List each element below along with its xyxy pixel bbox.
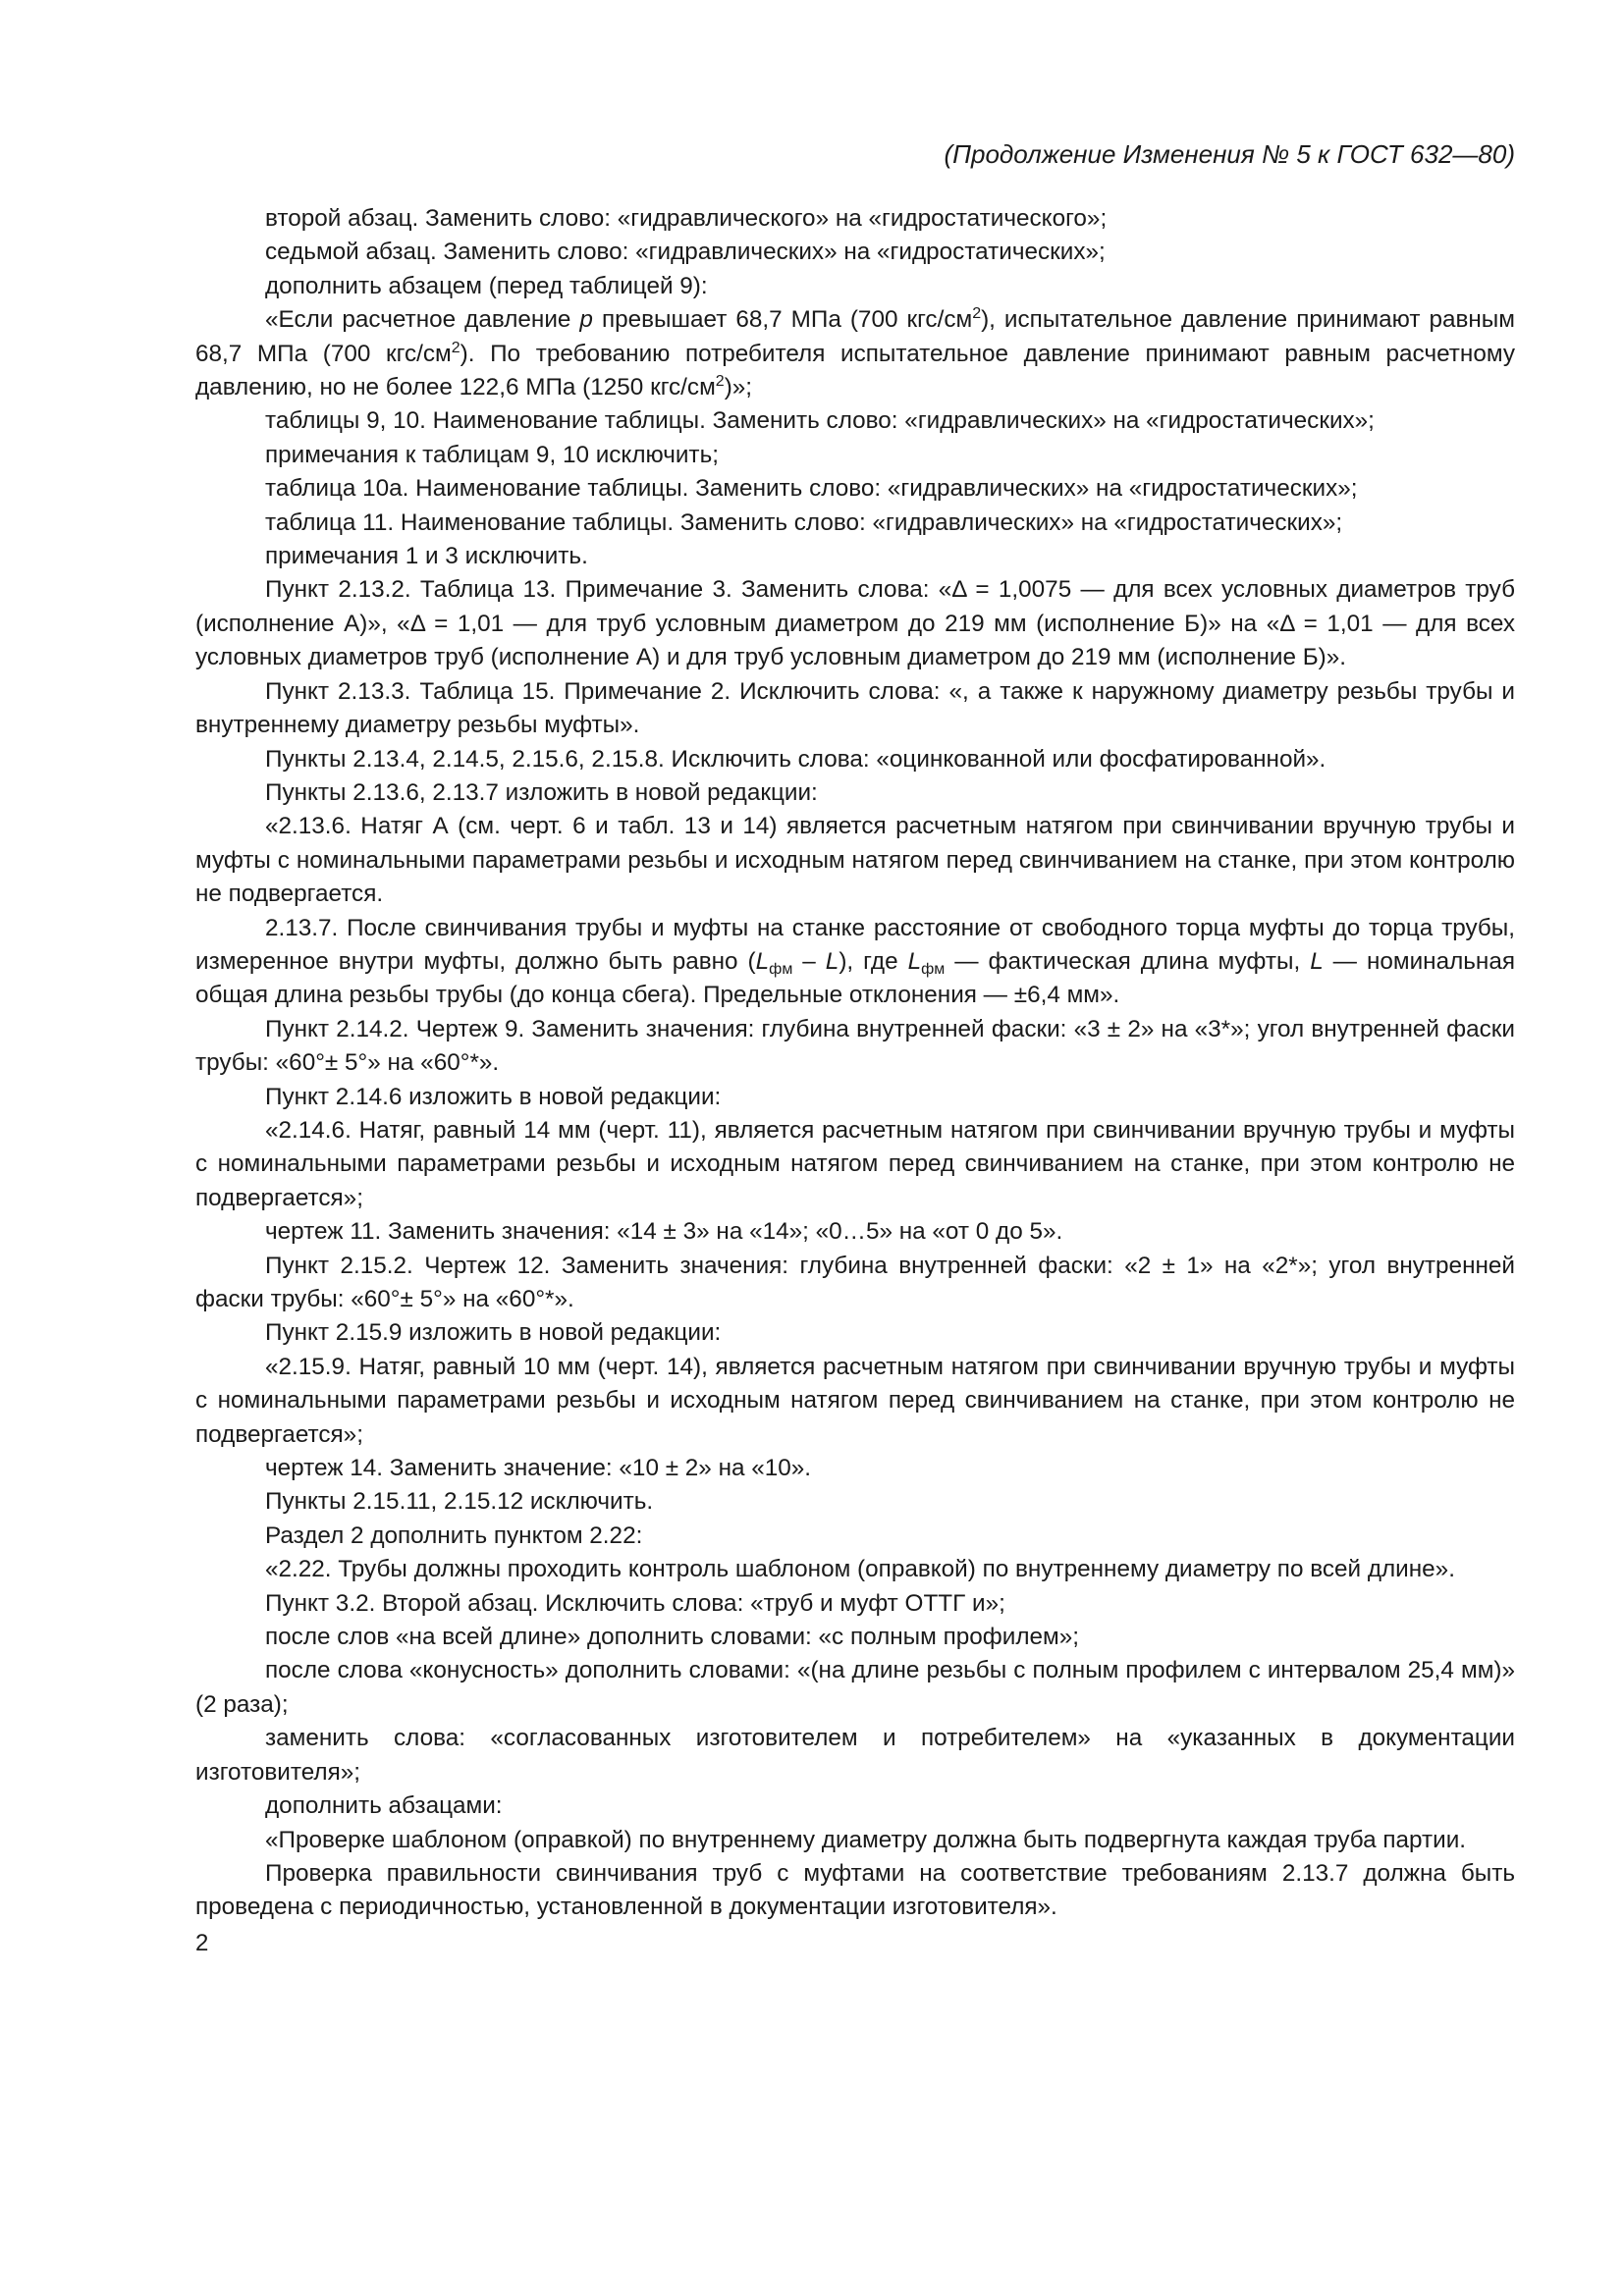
paragraph: «2.13.6. Натяг А (см. черт. 6 и табл. 13 и 14) является расчетным натягом при свинчивании вручную трубы и муфты с номинальными параметрами резьбы и исходным натягом перед свинчиванием на станке, при этом контролю не подвергается. — [195, 813, 1515, 908]
paragraph: после слов «на всей длине» дополнить словами: «с полным профилем»; — [265, 1624, 1079, 1651]
paragraph: «Проверке шаблоном (оправкой) по внутреннему диаметру должна быть подвергнута каждая труба партии. — [265, 1826, 1467, 1853]
paragraph: 2.13.7. После свинчивания трубы и муфты на станке расстояние от свободного торца муфты до торца трубы, измеренное внутри муфты, должно быть равно $(L_{фм} - L)$, где $L_{фм}$ — фактическая длина муфты, L — номинальная общая длина резьбы трубы (до конца сбега). Предельные отклонения — ±6,4 мм». — [195, 914, 1516, 1009]
paragraph: Пункт 2.13.2. Таблица 13. Примечание 3. Заменить слова: «Δ = 1,0075 — для всех условных диаметров труб (исполнение А)», «Δ = 1,01 — для труб условным диаметром до 219 мм (исполнение Б)» на «Δ = 1,01 — для всех условных диаметров труб (исполнение А) и для труб условным диаметром до 219 мм (исполнение Б)». — [195, 576, 1515, 671]
paragraph: Раздел 2 дополнить пунктом 2.22: — [265, 1522, 643, 1549]
paragraph: заменить слова: «согласованных изготовителем и потребителем» на «указанных в документации изготовителя»; — [195, 1725, 1515, 1786]
document-body — [195, 202, 1515, 1925]
paragraph: «2.22. Трубы должны проходить контроль шаблоном (оправкой) по внутреннему диаметру по всей длине». — [265, 1556, 1455, 1583]
paragraph: дополнить абзацами: — [265, 1792, 503, 1820]
paragraph: «2.15.9. Натяг, равный 10 мм (черт. 14), является расчетным натягом при свинчивании вручную трубы и муфты с номинальными параметрами резьбы и исходным натягом перед свинчиванием на станке, при этом контролю не подвергается»; — [195, 1353, 1515, 1448]
paragraph: Пункты 2.15.11, 2.15.12 исключить. — [265, 1488, 654, 1516]
paragraph: дополнить абзацем (перед таблицей 9): — [265, 272, 708, 299]
document-page — [195, 139, 1515, 1960]
paragraph: Пункт 3.2. Второй абзац. Исключить слова: «труб и муфт ОТТГ и»; — [265, 1589, 1005, 1617]
paragraph: «Если расчетное давление р превышает 68,7 МПа (700 кгс/$см^2$), испытательное давление принимают равным 68,7 МПа (700 кгс/$см^2$). По требованию потребителя испытательное давление принимают равным расчетному давлению, но не более 122,6 МПа (1250 кгс/$см^2$)»; — [195, 305, 1515, 401]
paragraph: чертеж 14. Заменить значение: «10 ± 2» на «10». — [265, 1455, 812, 1482]
paragraph: примечания к таблицам 9, 10 исключить; — [265, 441, 719, 468]
paragraph: «2.14.6. Натяг, равный 14 мм (черт. 11), является расчетным натягом при свинчивании вручную трубы и муфты с номинальными параметрами резьбы и исходным натягом перед свинчиванием на станке, при этом контролю не подвергается»; — [195, 1116, 1515, 1211]
paragraph: таблицы 9, 10. Наименование таблицы. Заменить слово: «гидравлических» на «гидростатических»; — [265, 407, 1375, 435]
paragraph: примечания 1 и 3 исключить. — [265, 543, 588, 570]
paragraph: Пункты 2.13.6, 2.13.7 изложить в новой редакции: — [265, 778, 818, 806]
page-number: 2 — [195, 1929, 209, 1956]
paragraph: после слова «конусность» дополнить словами: «(на длине резьбы с полным профилем с интервалом 25,4 мм)» (2 раза); — [195, 1657, 1515, 1718]
paragraph: таблица 11. Наименование таблицы. Заменить слово: «гидравлических» на «гидростатических»; — [265, 508, 1343, 536]
paragraph: Пункт 2.14.6 изложить в новой редакции: — [265, 1083, 722, 1110]
paragraph: Пункт 2.14.2. Чертеж 9. Заменить значения: глубина внутренней фаски: «3 ± 2» на «3*»; угол внутренней фаски трубы: «60°± 5°» на «60°*». — [195, 1015, 1515, 1077]
paragraph: Пункты 2.13.4, 2.14.5, 2.15.6, 2.15.8. Исключить слова: «оцинкованной или фосфатированной». — [265, 745, 1326, 773]
paragraph: Пункт 2.13.3. Таблица 15. Примечание 2. Исключить слова: «, а также к наружному диаметру резьбы трубы и внутреннему диаметру резьбы муфты». — [195, 677, 1515, 739]
paragraph: таблица 10а. Наименование таблицы. Заменить слово: «гидравлических» на «гидростатических»; — [265, 475, 1358, 503]
paragraph: второй абзац. Заменить слово: «гидравлического» на «гидростатического»; — [265, 205, 1108, 232]
paragraph: Пункт 2.15.9 изложить в новой редакции: — [265, 1319, 722, 1347]
paragraph: седьмой абзац. Заменить слово: «гидравлических» на «гидростатических»; — [265, 239, 1106, 266]
paragraph: чертеж 11. Заменить значения: «14 ± 3» на «14»; «0…5» на «от 0 до 5». — [265, 1218, 1063, 1246]
page-header: (Продолжение Изменения № 5 к ГОСТ 632—80) — [944, 139, 1515, 169]
paragraph: Проверка правильности свинчивания труб с муфтами на соответствие требованиям 2.13.7 должна быть проведена с периодичностью, установленной в документации изготовителя». — [195, 1859, 1515, 1921]
paragraph: Пункт 2.15.2. Чертеж 12. Заменить значения: глубина внутренней фаски: «2 ± 1» на «2*»; угол внутренней фаски трубы: «60°± 5°» на «60°*». — [195, 1252, 1515, 1312]
